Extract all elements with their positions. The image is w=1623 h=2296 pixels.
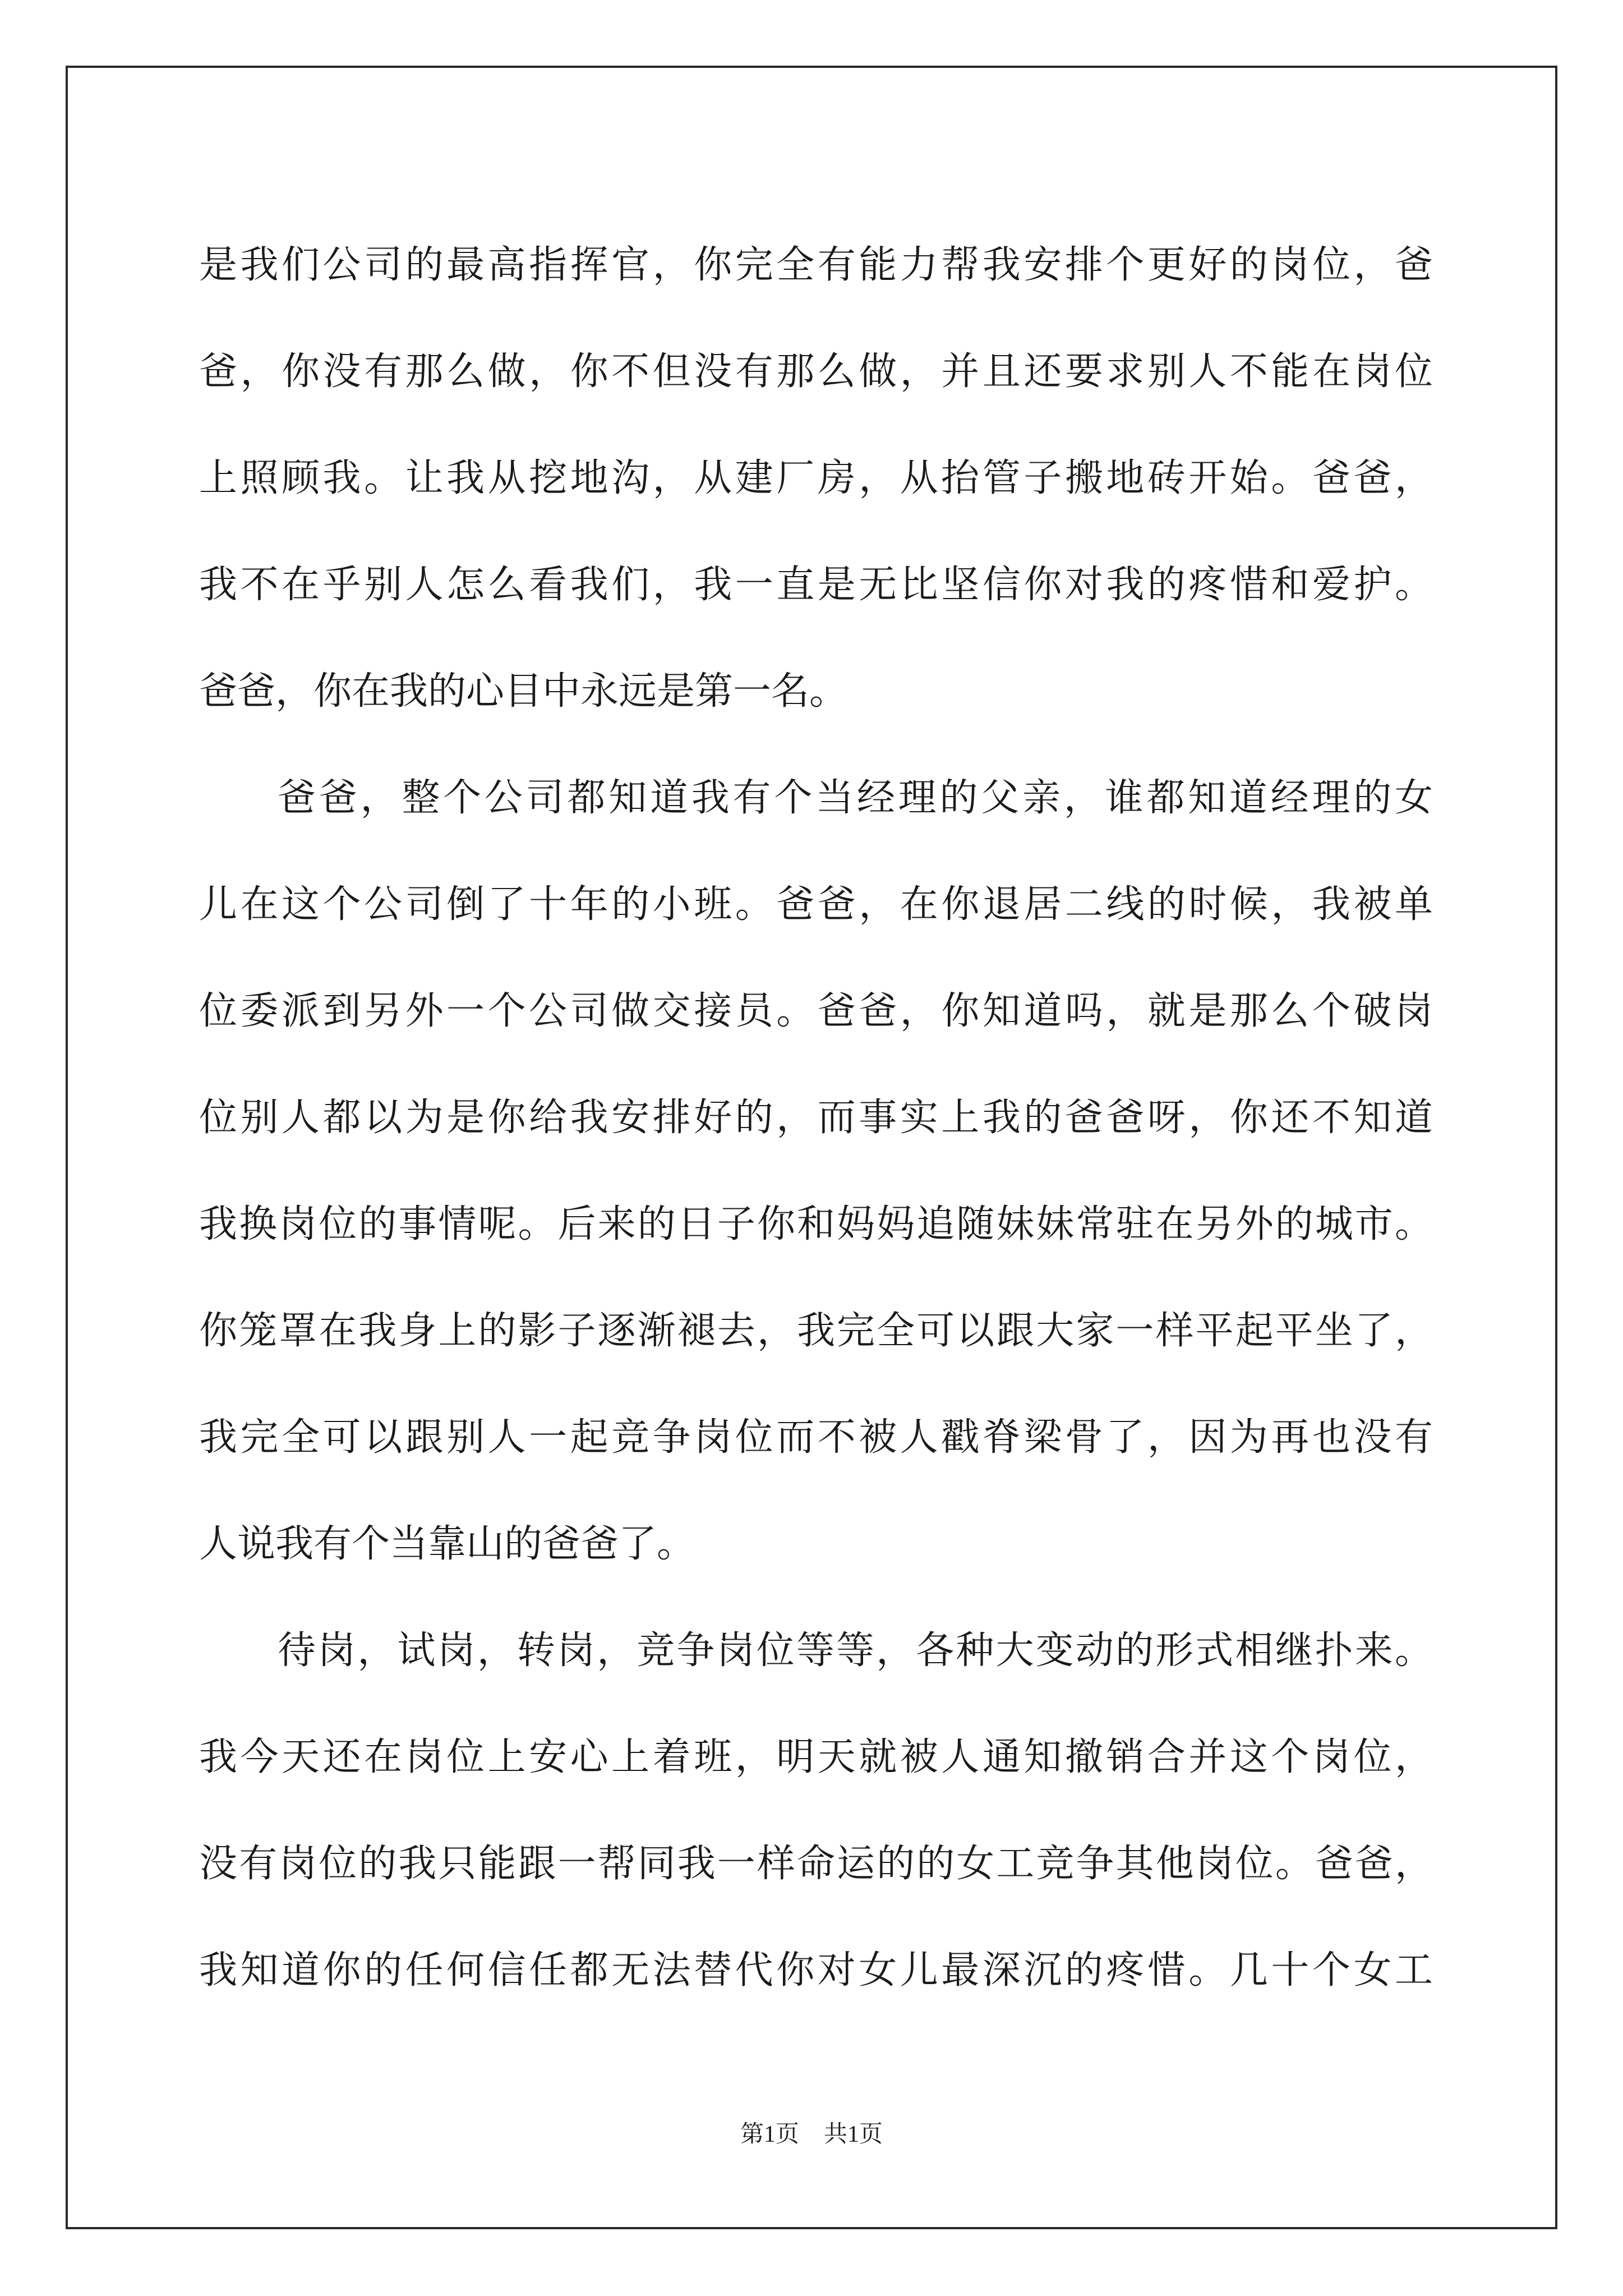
text-line: 我知道你的任何信任都无法替代你对女儿最深沉的疼惜。几十个女工 <box>199 1948 1433 1993</box>
text-line: 位别人都以为是你给我安排好的，而事实上我的爸爸呀，你还不知道 <box>199 1096 1433 1140</box>
text-line: 位委派到另外一个公司做交接员。爸爸，你知道吗，就是那么个破岗 <box>199 989 1433 1033</box>
text-line: 是我们公司的最高指挥官，你完全有能力帮我安排个更好的岗位，爸 <box>199 243 1433 287</box>
text-line: 爸爸，你在我的心目中永远是第一名。 <box>199 669 848 714</box>
page-total: 共1页 <box>824 2122 883 2147</box>
text-line: 上照顾我。让我从挖地沟，从建厂房，从抬管子搬地砖开始。爸爸， <box>199 456 1433 500</box>
text-line: 我完全可以跟别人一起竞争岗位而不被人戳脊梁骨了，因为再也没有 <box>199 1415 1433 1460</box>
text-line: 我换岗位的事情呢。后来的日子你和妈妈追随妹妹常驻在另外的城市。 <box>199 1202 1433 1246</box>
paragraph-first-line: 爸爸，整个公司都知道我有个当经理的父亲，谁都知道经理的女 <box>278 776 1433 820</box>
text-line: 人说我有个当靠山的爸爸了。 <box>199 1522 695 1566</box>
text-line: 没有岗位的我只能跟一帮同我一样命运的的女工竞争其他岗位。爸爸， <box>199 1842 1433 1886</box>
text-line: 我不在乎别人怎么看我们，我一直是无比坚信你对我的疼惜和爱护。 <box>199 563 1433 607</box>
page-number: 第1页 <box>740 2122 799 2147</box>
page-footer <box>0 2118 1623 2151</box>
document-body <box>199 212 1433 2024</box>
text-line: 儿在这个公司倒了十年的小班。爸爸，在你退居二线的时候，我被单 <box>199 882 1433 927</box>
text-line: 我今天还在岗位上安心上着班，明天就被人通知撤销合并这个岗位， <box>199 1735 1433 1779</box>
text-line: 你笼罩在我身上的影子逐渐褪去，我完全可以跟大家一样平起平坐了， <box>199 1309 1433 1353</box>
paragraph-first-line: 待岗，试岗，转岗，竞争岗位等等，各种大变动的形式相继扑来。 <box>278 1628 1433 1673</box>
text-line: 爸，你没有那么做，你不但没有那么做，并且还要求别人不能在岗位 <box>199 349 1433 394</box>
